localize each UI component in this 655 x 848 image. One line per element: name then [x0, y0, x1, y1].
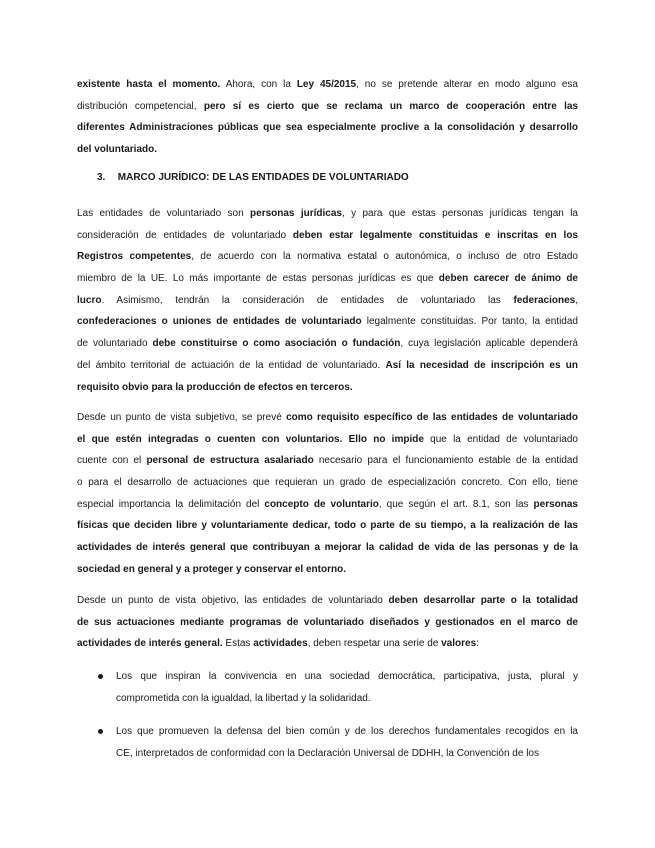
text-line [77, 139, 578, 161]
bold-text-run: deben desarrollar parte o la totalidad [388, 595, 578, 606]
text-run: , no se pretende alterar en modo alguno esa [356, 79, 578, 90]
text-line [77, 494, 578, 516]
text-line [77, 203, 578, 225]
text-run: Desde un punto de vista objetivo, las entidades de voluntariado [77, 595, 389, 606]
bullet-item-convivencia [116, 666, 578, 709]
bold-text-run: lucro [77, 294, 102, 306]
bold-text-run: debe constituirse o como asociación o fundación [152, 338, 401, 350]
section-title: MARCO JURÍDICO: DE LAS ENTIDADES DE VOLUNTARIADO [117, 172, 409, 183]
text-run: Los que promueven la defensa del bien común y de los derechos fundamentales recogidos en la [116, 726, 578, 737]
bold-text-run: el que estén integradas o cuenten con voluntarios. Ello no impide [77, 433, 424, 445]
paragraph-intro [77, 74, 578, 161]
text-run: Estas [222, 638, 254, 650]
text-line [77, 633, 578, 655]
text-line [77, 450, 578, 472]
bullet-marker [98, 729, 103, 734]
bold-text-run: confederaciones o uniones de entidades de voluntariado [77, 316, 362, 328]
text-run: Las entidades de voluntariado son [77, 208, 251, 219]
bold-text-run: de sus actuaciones mediante programas de voluntariado diseñados y gestionados en el marco de [77, 616, 578, 628]
text-run: , y para que estas personas jurídicas tengan la [341, 208, 578, 219]
paragraph-entidades [77, 203, 578, 398]
text-line [77, 246, 578, 268]
bold-text-run: del voluntariado. [77, 144, 158, 156]
text-line [116, 743, 578, 765]
text-run: Desde un punto de vista subjetivo, se prevé [77, 412, 287, 423]
section-number: 3. [97, 172, 106, 183]
text-run: o para el desarrollo de actuaciones que requieran un grado de especialización concreto. Con ello, tiene [77, 477, 578, 489]
bold-text-run: concepto de voluntario [264, 498, 379, 510]
bold-text-run: Así la necesidad de inscripción es un [385, 359, 578, 371]
text-run: que la entidad de voluntariado [423, 433, 578, 445]
text-run: Ahora, con la [220, 79, 297, 90]
text-line [77, 355, 578, 377]
text-run: , de acuerdo con la normativa estatal o autonómica, o incluso de otro Estado [191, 251, 578, 263]
text-run: cuente con el [77, 455, 147, 467]
text-run: , cuya legislación aplicable dependerá [400, 338, 578, 350]
bold-text-run: personas jurídicas [250, 208, 342, 219]
text-run: del ámbito territorial de actuación de la entidad de voluntariado. [77, 359, 386, 371]
text-run: necesario para el funcionamiento estable de la entidad [313, 455, 579, 467]
text-run: distribución competencial, [77, 100, 204, 112]
text-line [116, 721, 578, 743]
text-line [77, 96, 578, 118]
bold-text-run: deben estar legalmente constituidas e inscritas en los [292, 229, 578, 241]
text-line [77, 612, 578, 634]
text-line [116, 666, 578, 688]
bold-text-run: Ley 45/2015 [296, 79, 357, 90]
bold-text-run: pero sí es cierto que se reclama un marco de cooperación entre las [203, 100, 578, 112]
text-run: comprometida con la igualdad, la libertad y la solidaridad. [116, 692, 371, 704]
text-run: CE, interpretados de conformidad con la Declaración Universal de DDHH, la Convención de los [116, 747, 539, 759]
paragraph-objetivo [77, 590, 578, 655]
text-line [116, 688, 578, 710]
text-run: Los que inspiran la convivencia en una sociedad democrática, participativa, justa, plural y [116, 671, 578, 682]
text-line [77, 537, 578, 559]
bold-text-run: Registros competentes [77, 251, 192, 263]
text-line [77, 472, 578, 494]
text-run: de voluntariado [77, 338, 153, 350]
bold-text-run: valores [441, 638, 477, 650]
text-line [77, 515, 578, 537]
text-line [77, 74, 578, 96]
bold-text-run: sociedad en general y a proteger y conservar el entorno. [77, 563, 346, 575]
text-run: especial importancia la delimitación del [77, 498, 265, 510]
text-line [77, 268, 578, 290]
text-run: , que según el art. 8.1, son las [378, 498, 534, 510]
text-run: consideración de entidades de voluntariado [77, 229, 293, 241]
text-line [77, 429, 578, 451]
paragraph-subjetivo [77, 407, 578, 581]
text-run: . Asimismo, tendrán la consideración de entidades de voluntariado las [101, 294, 514, 306]
text-run: : [476, 638, 479, 650]
text-line [77, 225, 578, 247]
text-run: , deben respetar una serie de [307, 638, 442, 650]
bold-text-run: federaciones [513, 294, 576, 306]
bold-text-run: deben carecer de ánimo de [438, 273, 578, 285]
bold-text-run: personal de estructura asalariado [146, 455, 314, 467]
bold-text-run: existente hasta el momento. [77, 79, 221, 90]
bullet-item-bien-comun [116, 721, 578, 764]
text-run: legalmente constituidas. Por tanto, la entidad [361, 316, 578, 328]
text-line [77, 117, 578, 139]
bold-text-run: actividades [253, 638, 308, 650]
text-line [77, 290, 578, 312]
text-line [77, 559, 578, 581]
bold-text-run: físicas que deciden libre y voluntariamente dedicar, todo o parte de su tiempo, a la realización de las [77, 520, 578, 532]
section-heading [97, 172, 409, 183]
bold-text-run: actividades de interés general que contribuyan a mejorar la calidad de vida de las personas y de la [77, 542, 578, 554]
text-run: miembro de la UE. Lo más importante de estas personas jurídicas es que [77, 273, 439, 285]
bold-text-run: requisito obvio para la producción de efectos en terceros. [77, 381, 353, 393]
bullet-marker [98, 674, 103, 679]
text-line [77, 333, 578, 355]
bold-text-run: diferentes Administraciones públicas que sea especialmente proclive a la consolidación y desarrollo [77, 122, 578, 134]
bold-text-run: personas [533, 498, 578, 510]
text-line [77, 590, 578, 612]
text-line [77, 407, 578, 429]
bold-text-run: actividades de interés general. [77, 638, 223, 650]
text-line [77, 311, 578, 333]
text-run: , [575, 294, 578, 306]
text-line [77, 377, 578, 399]
bold-text-run: como requisito específico de las entidades de voluntariado [286, 412, 578, 423]
